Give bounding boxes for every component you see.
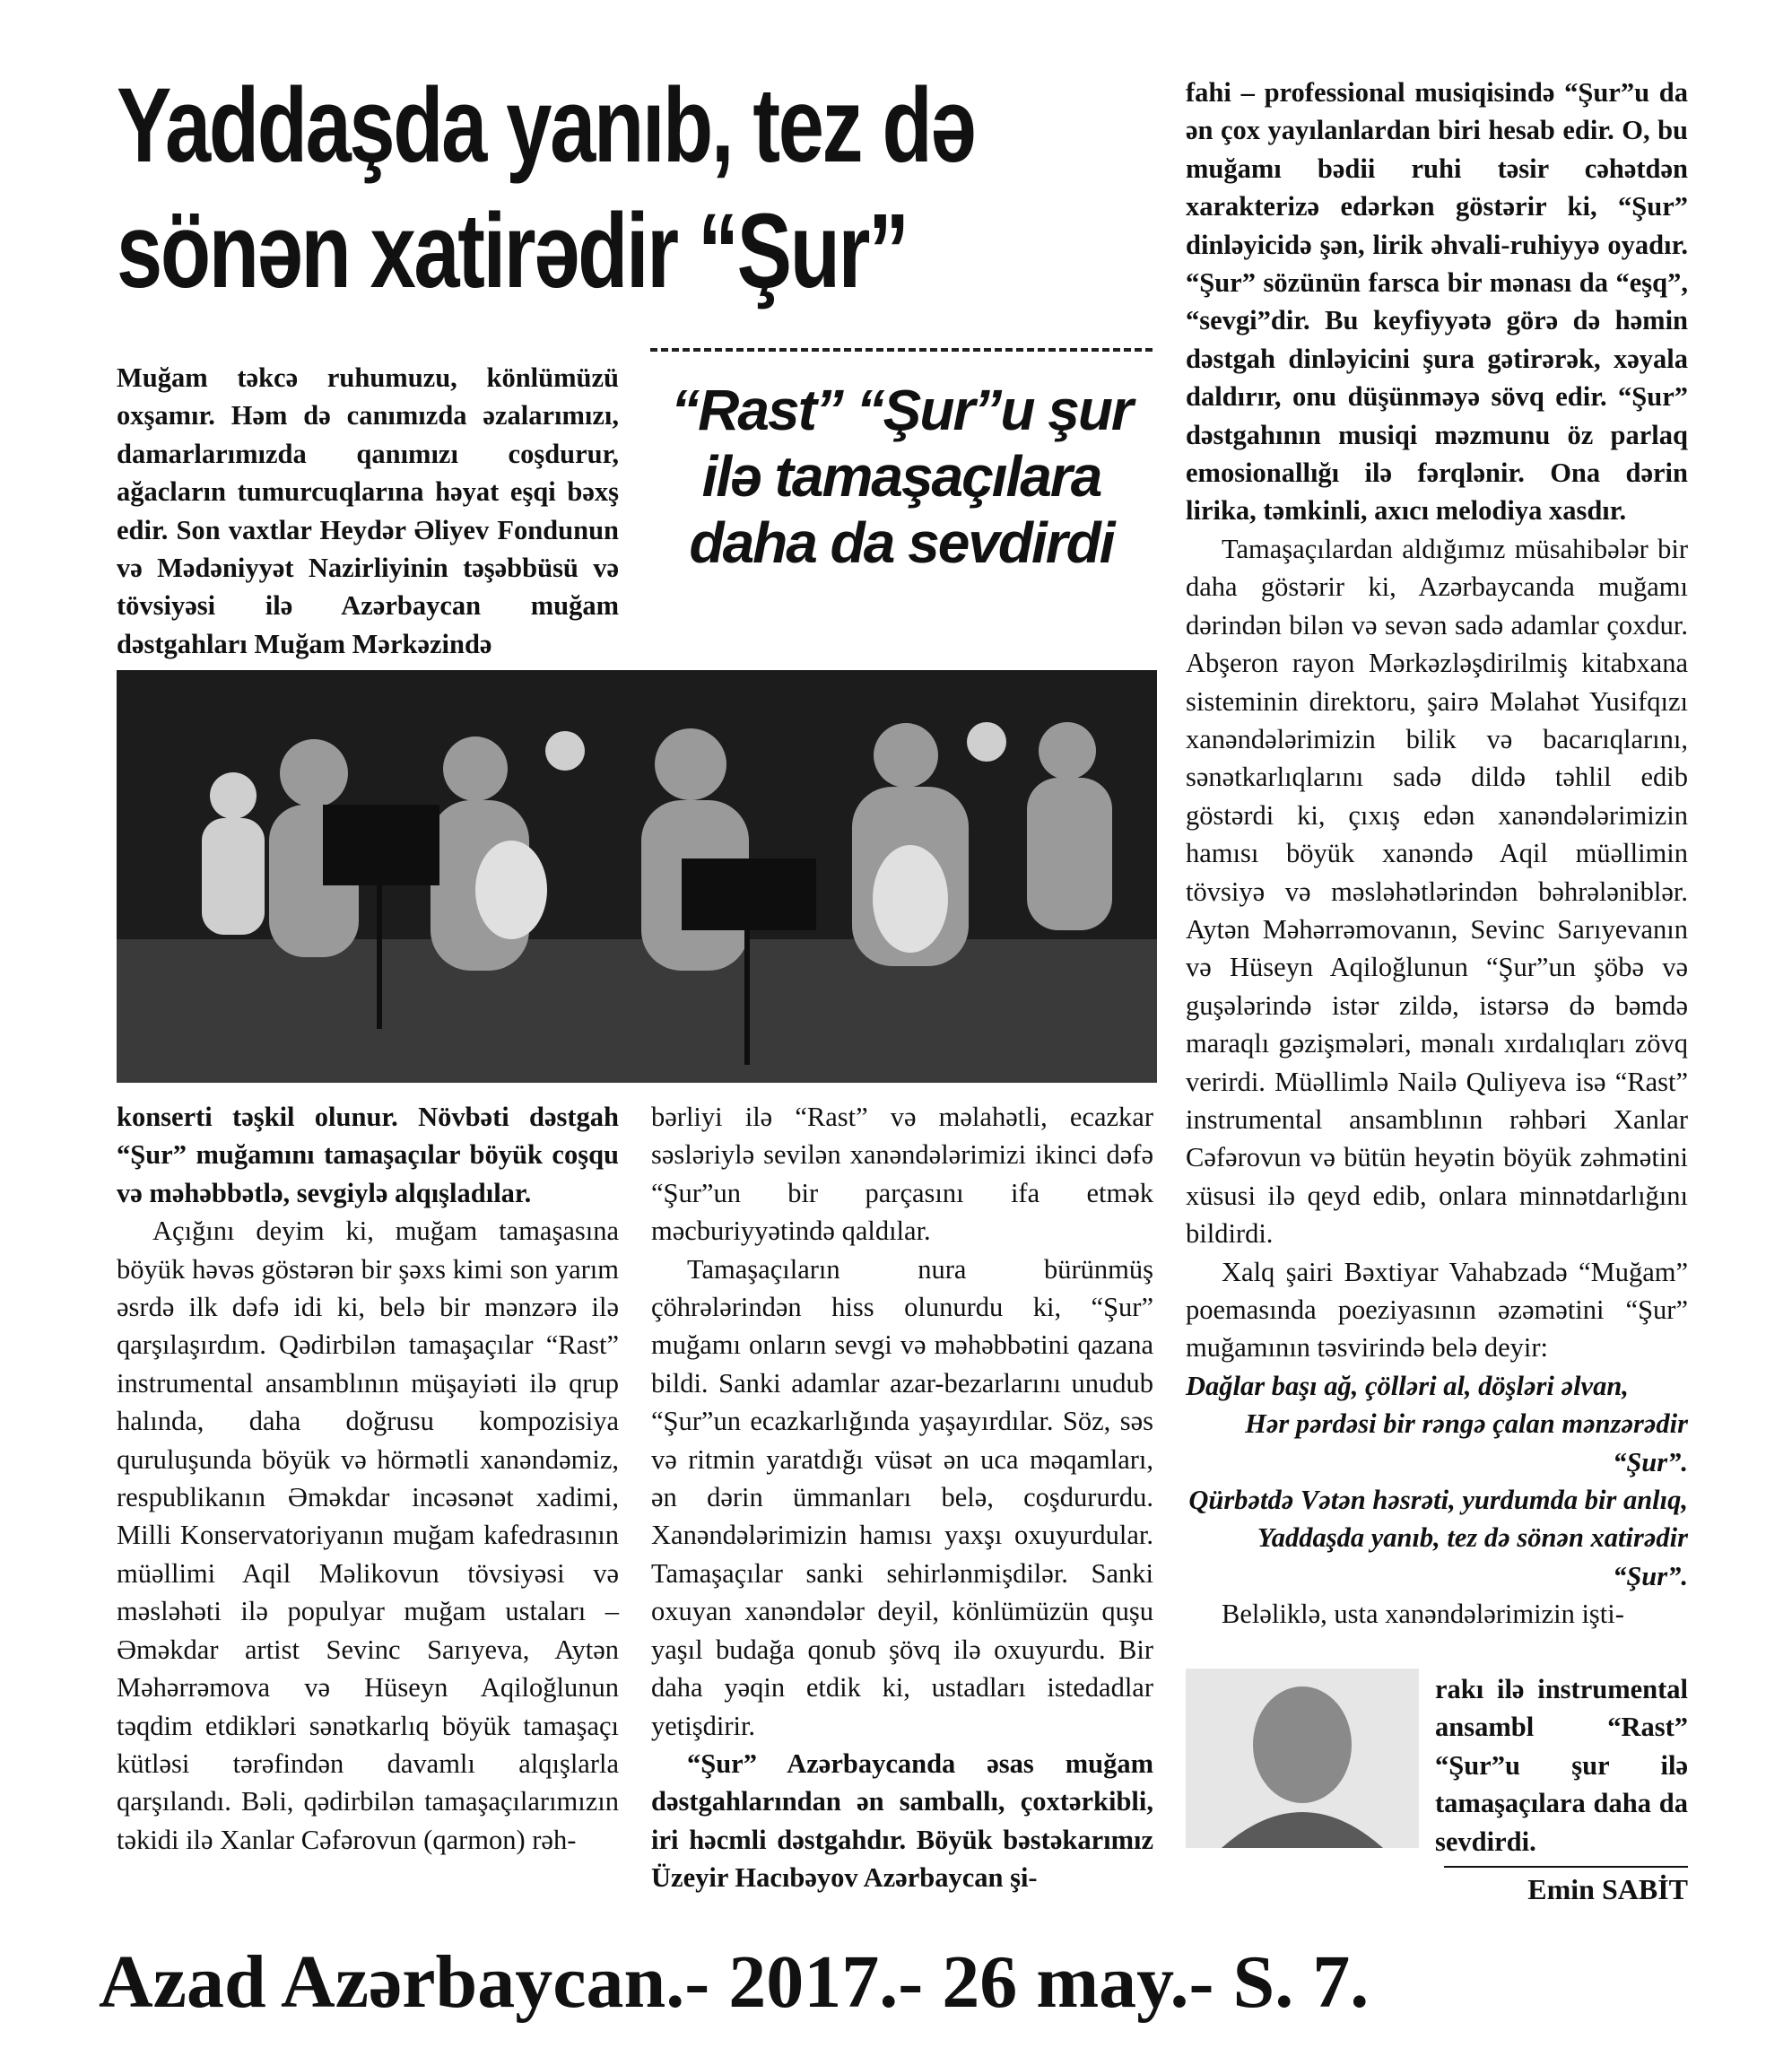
column-3 bbox=[1186, 74, 1688, 1634]
poem-line-4: Yaddaşda yanıb, tez də sönən xatirədir “Şur”. bbox=[1257, 1522, 1688, 1591]
poem-line-2: Hər pərdəsi bir rəngə çalan mənzərədir “Şur”. bbox=[1245, 1408, 1688, 1477]
column-3-paragraph-1: fahi – professional musiqisində “Şur”u da ən çox yayılanlardan biri hesab edir. O, bu muğamı bədii ruhi təsir cəhətdən xarakterizə edərkən göstərir ki, “Şur” dinləyicidə şən, lirik əhvali-ruhiyyə oyadır. “Şur” sözünün farsca bir mənası da “eşq”, “sevgi”dir. Bu keyfiyyətə görə də həmin dəstgah dinləyicini şura gətirərək, xəyala daldırır, onu düşünməyə sövq edir. “Şur” dəstgahının musiqi məzmunu öz parlaq emosionallığı ilə fərqlənir. Ona dərin lirika, təmkinli, axıcı melodiya xasdır. bbox=[1186, 77, 1688, 527]
concert-photo-image bbox=[117, 670, 1157, 1083]
column-3-paragraph-4: Beləliklə, usta xanəndələrimizin işti- bbox=[1222, 1599, 1624, 1630]
column-2 bbox=[651, 1098, 1153, 1897]
column-1-paragraph-1: konserti təşkil olunur. Növbəti dəstgah “Şur” muğamını tamaşaçılar böyük coşqu və məhəbbətlə, sevgiylə alqışladılar. bbox=[117, 1102, 619, 1208]
column-2-paragraph-2: Tamaşaçıların nura bürünmüş çöhrələrindən hiss olunurdu ki, “Şur” muğamı onların sevgi və məhəbbətini qazana bildi. Sanki adamlar azar-bezarlarını unudub “Şur”un ecazkarlığında yaşayırdılar. Söz, səs və ritmin yaratdığı vüsət ən uca məqamları, ən dərin ümmanları belə, coşdururdu. Xanəndələrimizin hamısı yaxşı oxuyurdular. Tamaşaçılar sanki sehirlənmişdilər. Sanki oxuyan xanəndələr deyil, könlümüzün quşu yaşıl budağa qonub şövq ilə oxuyurdu. Bir daha yəqin etdik ki, ustadları istedadlar yetişdirir. bbox=[651, 1253, 1153, 1741]
author-portrait bbox=[1186, 1669, 1419, 1848]
column-3-paragraph-2: Tamaşaçılardan aldığımız müsahibələr bir daha göstərir ki, Azərbaycanda muğamı dərindən bilən və sevən sadə adamlar çoxdur. Abşeron rayon Mərkəzləşdirilmiş kitabxana sisteminin direktoru, şairə Məlahət Yusifqızı xanəndələrimizin bilik və bacarıqlarını, sənətkarlıqlarını sadə dildə təhlil edib göstərdi ki, çıxış edən xanəndələrimizin hamısı böyük xanəndə Aqil müəllimin tövsiyə və məsləhətlərindən bəhrələniblər. Aytən Məhərrəmovanın, Sevinc Sarıyevanın və Hüseyn Aqiloğlunun “Şur”un şöbə və guşələrində istər zildə, istərsə də bəmdə maraqlı gəzişmələri, mənalı xırdalıqları zövq verirdi. Müəllimlə Nailə Quliyeva isə “Rast” instrumental ansamblının rəhbəri Xanlar Cəfərovun və bütün heyətin böyük zəhmətini xüsusi ilə qeyd edib, onlara minnətdarlığını bildirdi. bbox=[1186, 533, 1688, 1250]
column-1 bbox=[117, 1098, 619, 1859]
headline-line-2: sönən xatirədir “Şur” bbox=[117, 192, 908, 310]
closing-paragraph: rakı ilə instrumental ansambl “Rast” “Şur”u şur ilə tamaşaçılara daha da sevdirdi. bbox=[1435, 1674, 1688, 1857]
column-3-paragraph-3: Xalq şairi Bəxtiyar Vahabzadə “Muğam” poemasında poeziyasının əzəmətini “Şur” muğamının təsvirində belə deyir: bbox=[1186, 1256, 1688, 1364]
concert-photo bbox=[117, 670, 1157, 1083]
poem-line-3: Qürbətdə Vətən həsrəti, yurdumda bir anlıq, bbox=[1188, 1485, 1688, 1516]
column-1-paragraph-2: Açığını deyim ki, muğam tamaşasına böyük həvəs göstərən bir şəxs kimi son yarım əsrdə ilk dəfə idi ki, belə bir mənzərə ilə qarşılaşırdım. Qədirbilən tamaşaçılar “Rast” instrumental ansamblının müşayiəti ilə qrup halında, daha doğrusu kompozisiya quruluşunda böyük və hörmətli xanəndəmiz, respublikanın Əməkdar incəsənət xadimi, Milli Konservatoriyanın muğam kafedrasının müəllimi Aqil Məlikovun tövsiyəsi və məsləhəti ilə populyar muğam ustaları – Əməkdar artist Sevinc Sarıyeva, Aytən Məhərrəmova və Hüseyn Aqiloğlunun təqdim etdikləri sənətkarlıq böyük tamaşaçı kütləsi tərəfindən davamlı alqışlarla qarşılandı. Bəli, qədirbilən tamaşaçılarımızın təkidi ilə Xanlar Cəfərovun (qarmon) rəh- bbox=[117, 1216, 619, 1855]
subhead-divider bbox=[650, 348, 1153, 352]
column-2-paragraph-3: “Şur” Azərbaycanda əsas muğam dəstgahlarından ən samballı, çoxtərkibli, iri həcmli dəstgahdır. Böyük bəstəkarımız Üzeyir Hacıbəyov Azərbaycan şi- bbox=[651, 1747, 1153, 1894]
signature-divider bbox=[1444, 1866, 1688, 1868]
poem-line-1: Dağlar başı ağ, çölləri al, döşləri əlvan, bbox=[1186, 1370, 1629, 1401]
lead-paragraph: Muğam təkcə ruhumuzu, könlümüzü oxşamır. Həm də canımızda əzalarımızı, damarlarımızda qanımızı coşdurur, ağacların tumurcuqlarına həyat eşqi bəxş edir. Son vaxtlar Heydər Əliyev Fondunun və Mədəniyyət Nazirliyinin təşəbbüsü və tövsiyəsi ilə Azərbaycan muğam dəstgahları Muğam Mərkəzində bbox=[117, 362, 619, 659]
source-citation: Azad Azərbaycan.- 2017.- 26 may.- S. 7. bbox=[99, 1940, 1370, 2024]
headline-line-1: Yaddaşda yanıb, tez də bbox=[117, 66, 975, 185]
author-signature: Emin SABİT bbox=[1527, 1873, 1688, 1905]
column-2-paragraph-1: bərliyi ilə “Rast” və məlahətli, ecazkar səsləriylə sevilən xanəndələrimizi ikinci dəfə “Şur”un bir parçasını ifa etmək məcburiyyətində qaldılar. bbox=[651, 1102, 1153, 1247]
headline bbox=[117, 63, 975, 314]
subheadline: “Rast” “Şur”u şur ilə tamaşaçılara daha da sevdirdi bbox=[671, 378, 1132, 575]
author-portrait-image bbox=[1186, 1669, 1419, 1848]
